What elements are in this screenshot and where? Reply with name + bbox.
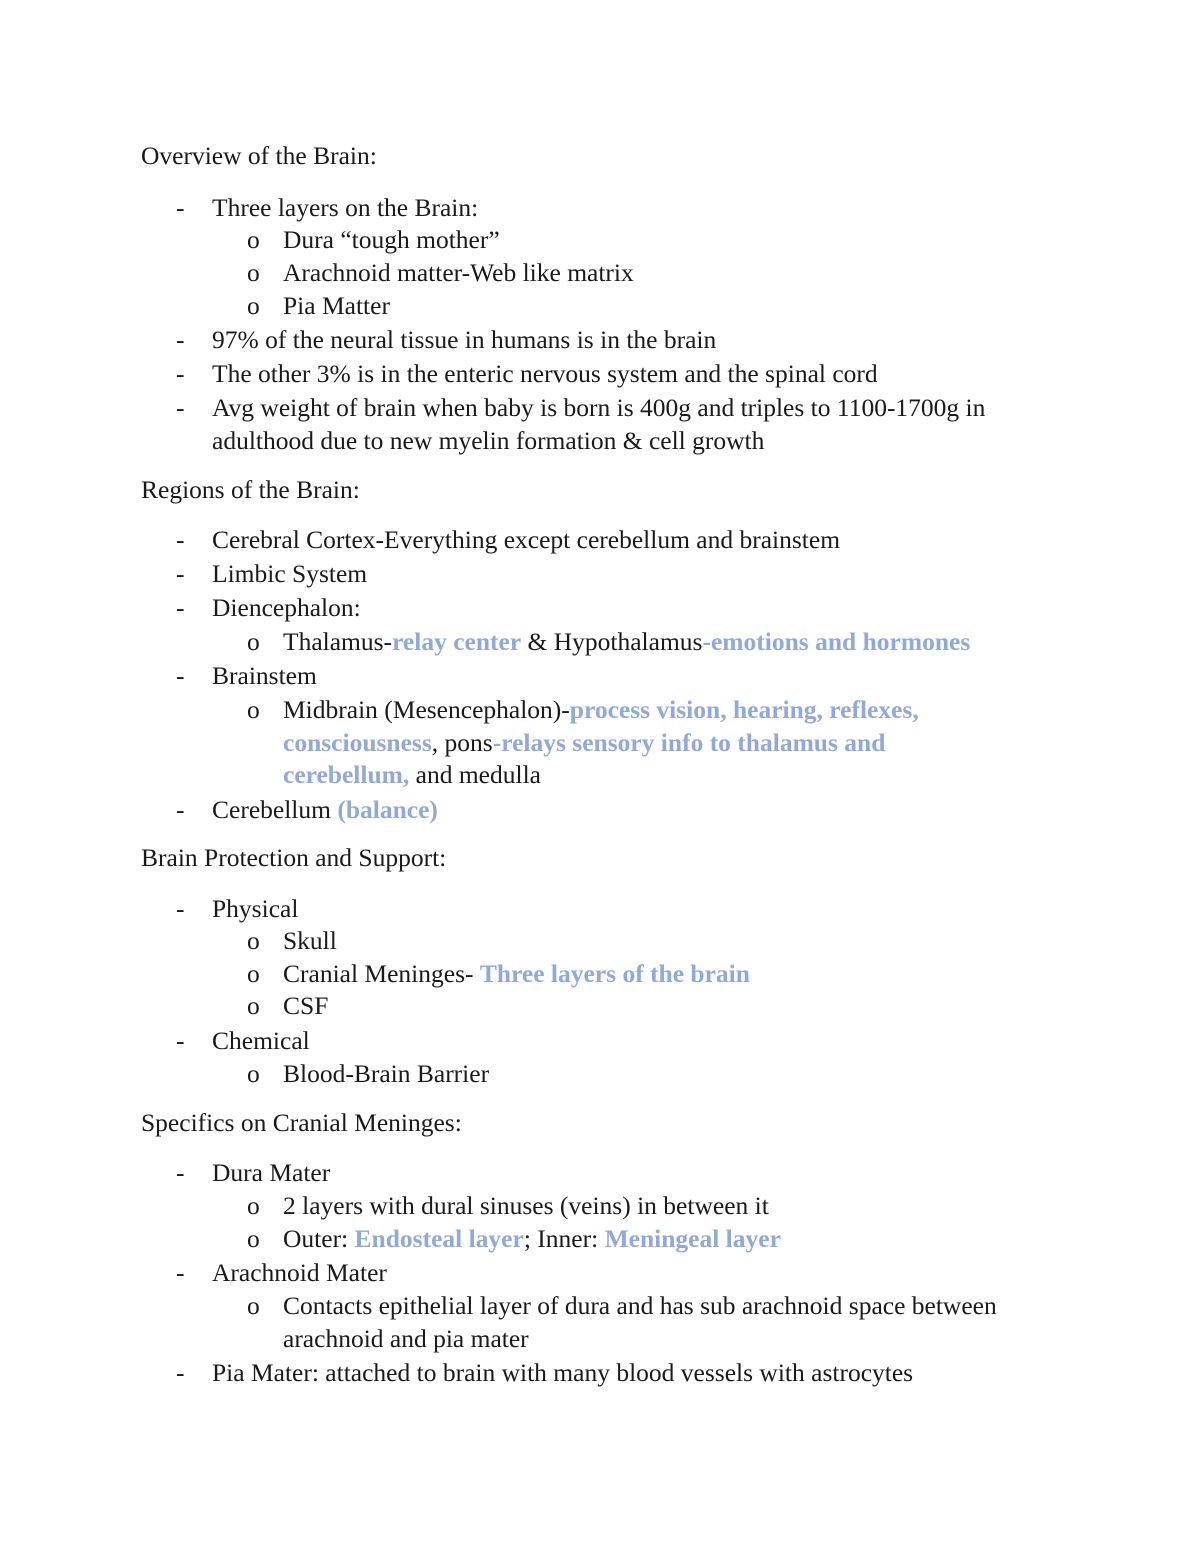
dash-marker: - (176, 1026, 185, 1055)
dash-marker: - (176, 525, 185, 554)
dash-marker: - (176, 325, 185, 354)
dash-marker: - (176, 795, 185, 824)
list-item: Limbic System (212, 559, 368, 588)
list-item: 97% of the neural tissue in humans is in the brain (212, 325, 717, 354)
dash-marker: - (176, 661, 185, 690)
bullet-marker: o (247, 926, 260, 955)
bullet-marker: o (247, 1191, 260, 1220)
bullet-marker: o (247, 959, 260, 988)
sub-list-item: Dura “tough mother” (283, 225, 500, 254)
sub-list-item: Skull (283, 926, 337, 955)
highlight-text: consciousness (283, 728, 432, 757)
bullet-marker: o (247, 991, 260, 1020)
sub-list-item (283, 626, 970, 658)
dash-marker: - (176, 1358, 185, 1387)
dash-marker: - (176, 1258, 185, 1287)
dash-marker: - (176, 559, 185, 588)
dash-marker: - (176, 393, 185, 422)
sub-list-item: Contacts epithelial layer of dura and has sub arachnoid space between (283, 1291, 997, 1320)
sub-list-item-continuation (283, 727, 885, 759)
highlight-text: Endosteal layer (354, 1224, 524, 1253)
list-item-continuation: adulthood due to new myelin formation & cell growth (212, 426, 765, 455)
list-item: Pia Mater: attached to brain with many blood vessels with astrocytes (212, 1358, 914, 1387)
list-item: Dura Mater (212, 1158, 331, 1187)
dash-marker: - (176, 593, 185, 622)
highlight-text: -emotions and hormones (702, 627, 971, 656)
sub-list-item: Arachnoid matter-Web like matrix (283, 258, 634, 287)
highlight-text: relay center (392, 627, 522, 656)
list-item: Arachnoid Mater (212, 1258, 387, 1287)
highlight-text: Meningeal layer (604, 1224, 781, 1253)
list-item: Avg weight of brain when baby is born is 400g and triples to 1100-1700g in (212, 393, 986, 422)
section-heading: Overview of the Brain: (141, 141, 377, 170)
text-run: , pons (431, 728, 493, 757)
bullet-marker: o (247, 1059, 260, 1088)
highlight-text: -relays sensory info to thalamus and (492, 728, 886, 757)
bullet-marker: o (247, 291, 260, 320)
highlight-text: (balance) (337, 795, 438, 824)
sub-list-item (283, 958, 750, 990)
sub-list-item (283, 1223, 781, 1255)
bullet-marker: o (247, 225, 260, 254)
bullet-marker: o (247, 258, 260, 287)
text-run: Cranial Meninges- (283, 959, 480, 988)
list-item: Brainstem (212, 661, 317, 690)
dash-marker: - (176, 894, 185, 923)
list-item: Cerebral Cortex-Everything except cerebellum and brainstem (212, 525, 841, 554)
list-item: Physical (212, 894, 299, 923)
sub-list-item (283, 694, 919, 726)
dash-marker: - (176, 359, 185, 388)
section-heading: Specifics on Cranial Meninges: (141, 1108, 462, 1137)
sub-list-item: Blood-Brain Barrier (283, 1059, 490, 1088)
text-run: & Hypothalamus (521, 627, 703, 656)
text-run: Cerebellum (212, 795, 338, 824)
text-run: Outer: (283, 1224, 355, 1253)
text-run: ; Inner: (523, 1224, 605, 1253)
section-heading: Brain Protection and Support: (141, 843, 447, 872)
highlight-text: cerebellum, (283, 760, 410, 789)
dash-marker: - (176, 193, 185, 222)
text-run: and medulla (409, 760, 541, 789)
sub-list-item: 2 layers with dural sinuses (veins) in between it (283, 1191, 769, 1220)
list-item: Three layers on the Brain: (212, 193, 479, 222)
highlight-text: Three layers of the brain (479, 959, 750, 988)
highlight-text: process vision, hearing, reflexes, (569, 695, 919, 724)
list-item (212, 794, 438, 826)
sub-list-item-continuation (283, 759, 541, 791)
text-run: Thalamus- (283, 627, 393, 656)
section-heading: Regions of the Brain: (141, 475, 360, 504)
sub-list-item: CSF (283, 991, 329, 1020)
list-item: Diencephalon: (212, 593, 361, 622)
sub-list-item: Pia Matter (283, 291, 390, 320)
text-run: Midbrain (Mesencephalon)- (283, 695, 570, 724)
dash-marker: - (176, 1158, 185, 1187)
list-item: The other 3% is in the enteric nervous system and the spinal cord (212, 359, 878, 388)
sub-list-item-continuation: arachnoid and pia mater (283, 1324, 529, 1353)
list-item: Chemical (212, 1026, 310, 1055)
bullet-marker: o (247, 627, 260, 656)
bullet-marker: o (247, 1291, 260, 1320)
bullet-marker: o (247, 695, 260, 724)
bullet-marker: o (247, 1224, 260, 1253)
